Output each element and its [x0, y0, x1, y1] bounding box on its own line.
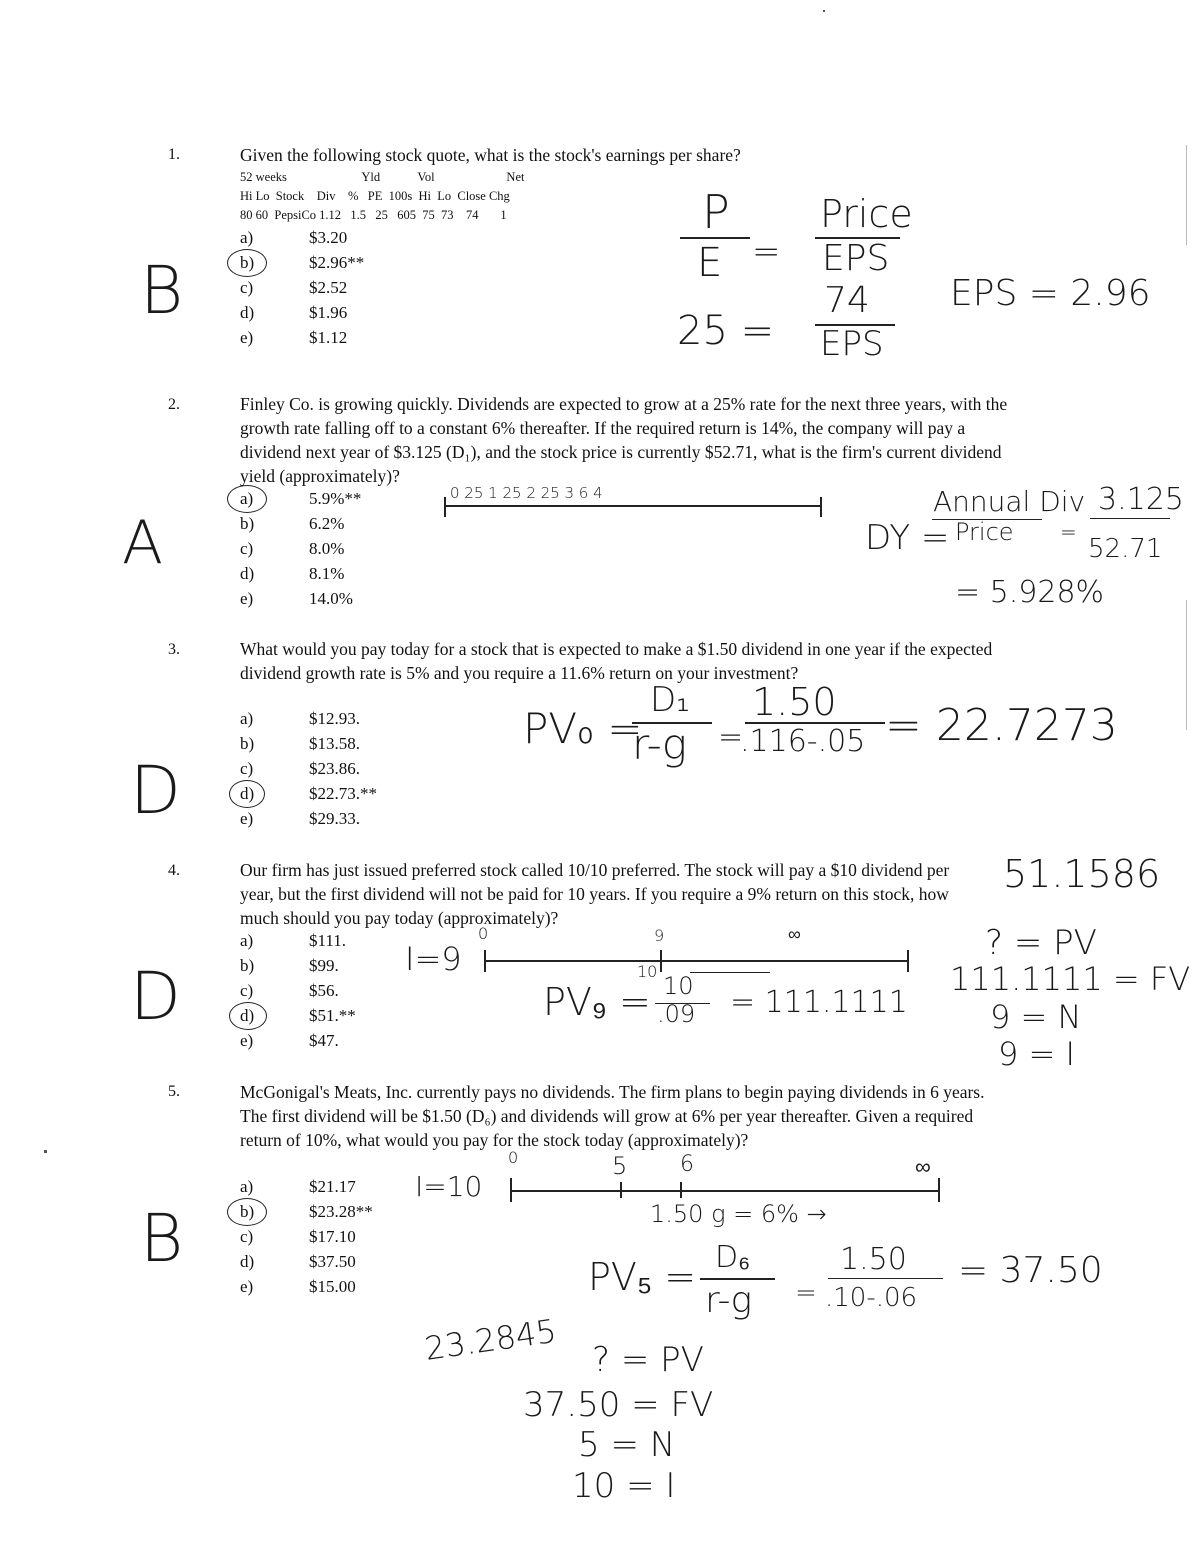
timeline-tick: [907, 950, 909, 972]
work-text: 1.50: [752, 680, 837, 724]
fraction-bar: [828, 1278, 943, 1279]
option-value: $111.: [309, 931, 346, 950]
option-value: 8.0%: [309, 539, 345, 558]
option-a[interactable]: [240, 709, 360, 734]
work-text: I=10: [415, 1170, 483, 1203]
option-a[interactable]: [240, 931, 346, 956]
answer-mark: D: [130, 752, 181, 829]
timeline-label: 9: [654, 926, 665, 945]
timeline-tick: [660, 950, 662, 972]
question-text: Finley Co. is growing quickly. Dividends are expected to grow at a 25% rate for the next three years, with the growth rate falling off to a constant 6% thereafter. If the required return is 14%, the company will pay a dividend next year of $3.125 (D₁), and the stock price is currently $52.71, what is the firm's current dividend yield (approximately)?: [240, 394, 1008, 486]
answer-circle: [229, 780, 265, 808]
question-number: 2.: [168, 396, 180, 413]
scan-speck: [823, 10, 825, 12]
option-value: $3.20: [309, 228, 348, 247]
option-value: 8.1%: [309, 564, 345, 583]
work-text: E: [697, 240, 723, 286]
option-letter: c): [240, 1227, 254, 1246]
option-letter: a): [240, 489, 254, 508]
work-text: 5 = N: [578, 1425, 676, 1465]
work-text: EPS = 2.96: [950, 273, 1151, 314]
scan-edge: [1186, 145, 1187, 245]
question-text: McGonigal's Meats, Inc. currently pays no dividends. The firm plans to begin paying dividends in 6 years. The first dividend will be $1.50 (D₆) and dividends will grow at 6% per year thereafter. Given a required return of 10%, what would you pay for the stock today (approximately)?: [240, 1082, 985, 1150]
work-text: = 5.928%: [955, 575, 1105, 610]
option-value: 14.0%: [309, 589, 353, 608]
work-text: 1.50: [840, 1242, 907, 1277]
quote-row: Hi Lo Stock Div % PE 100s Hi Lo Close Chg: [240, 189, 510, 203]
option-letter: a): [240, 228, 254, 247]
option-e[interactable]: [240, 1031, 339, 1056]
fraction-bar: [1090, 518, 1170, 519]
work-text: .09: [657, 1000, 696, 1028]
work-text: 37.50 = FV: [523, 1385, 714, 1425]
work-text: 74: [824, 280, 870, 321]
work-text: D₁: [650, 680, 690, 720]
option-letter: d): [240, 1006, 255, 1025]
work-text: I=9: [405, 940, 462, 978]
option-value: $2.96**: [309, 253, 365, 272]
options-list: [240, 489, 362, 614]
timeline-label: 0: [508, 1148, 519, 1167]
option-c[interactable]: [240, 539, 345, 564]
work-text: PV₅ =: [588, 1255, 697, 1299]
option-letter: d): [240, 564, 255, 583]
scan-edge: [1186, 600, 1187, 730]
timeline-label: 0: [478, 924, 489, 943]
answer-mark: B: [140, 1200, 184, 1277]
option-b[interactable]: [240, 253, 365, 278]
timeline-label: 6: [680, 1152, 694, 1177]
work-text: 10 = I: [572, 1466, 676, 1506]
work-text: 9 = N: [990, 998, 1082, 1036]
work-text: DY =: [865, 518, 950, 558]
options-list: [240, 709, 377, 834]
work-text: PV₉ =: [543, 980, 651, 1024]
fraction-bar: [680, 237, 750, 239]
timeline-tick: [484, 950, 486, 972]
timeline-tick: [680, 1182, 682, 1198]
question-text: What would you pay today for a stock that is expected to make a $1.50 dividend in one year if the expected dividend growth rate is 5% and you require a 11.6% return on your investment?: [240, 639, 993, 683]
option-e[interactable]: [240, 809, 360, 834]
work-text: = 22.7273: [885, 700, 1118, 751]
option-value: $51.**: [309, 1006, 356, 1025]
option-b[interactable]: [240, 514, 345, 539]
answer-circle: [227, 485, 267, 513]
timeline-tick: [938, 1178, 940, 1202]
work-text: D₆: [715, 1240, 751, 1275]
work-text: 25 =: [677, 308, 775, 354]
work-text: .116-.05: [740, 724, 866, 759]
work-text: .10-.06: [825, 1283, 918, 1313]
arrow-line: [690, 972, 770, 973]
timeline-label: ∞: [788, 924, 801, 945]
option-b[interactable]: [240, 1202, 373, 1227]
option-d[interactable]: [240, 564, 345, 589]
stock-quote: [240, 168, 525, 225]
option-c[interactable]: [240, 278, 348, 303]
work-text: = 111.1111: [730, 985, 908, 1020]
answer-circle: [227, 1198, 267, 1226]
option-d[interactable]: [240, 1006, 356, 1031]
option-letter: c): [240, 759, 254, 778]
work-text: 10: [663, 972, 694, 1000]
option-value: $99.: [309, 956, 339, 975]
work-text: EPS: [820, 324, 884, 364]
option-value: $23.28**: [309, 1202, 373, 1221]
work-text: =: [718, 720, 744, 755]
question-number: 5.: [168, 1083, 180, 1100]
work-text: 111.1111 = FV: [950, 960, 1191, 998]
timeline: [510, 1190, 940, 1192]
work-text: ? = PV: [592, 1340, 704, 1380]
timeline-tick: [820, 497, 822, 517]
option-b[interactable]: [240, 956, 339, 981]
option-value: $2.52: [309, 278, 348, 297]
option-value: $56.: [309, 981, 339, 1000]
option-value: $23.86.: [309, 759, 360, 778]
option-d[interactable]: [240, 784, 377, 809]
option-e[interactable]: [240, 1277, 356, 1302]
quote-row: 80 60 PepsiCo 1.12 1.5 25 605 75 73 74 1: [240, 208, 507, 222]
question-text: Our firm has just issued preferred stock called 10/10 preferred. The stock will pay a $10 dividend per year, but the first dividend will not be paid for 10 years. If you require a 9% return on this stock, how much should you pay today (approximately)?: [240, 860, 950, 928]
answer-mark: A: [122, 508, 164, 578]
work-text: =: [1060, 520, 1077, 544]
work-text: ? = PV: [985, 923, 1097, 963]
option-letter: b): [240, 734, 255, 753]
option-letter: a): [240, 1177, 254, 1196]
option-letter: b): [240, 514, 255, 533]
timeline-tick: [620, 1182, 622, 1198]
work-text: 51.1586: [1003, 852, 1161, 896]
answer-circle: [229, 1002, 267, 1030]
option-letter: a): [240, 931, 254, 950]
options-list: [240, 228, 365, 353]
option-value: $29.33.: [309, 809, 360, 828]
timeline-label: 5: [612, 1152, 628, 1180]
work-text: 23.2845: [422, 1311, 559, 1368]
scan-speck: [44, 1150, 47, 1153]
question-number: 1.: [168, 146, 180, 163]
option-value: $21.17: [309, 1177, 356, 1196]
option-letter: e): [240, 1031, 254, 1050]
option-value: 6.2%: [309, 514, 345, 533]
timeline-label: 10: [637, 962, 658, 981]
work-text: 9 = I: [998, 1035, 1075, 1073]
option-value: $15.00: [309, 1277, 356, 1296]
work-text: EPS: [822, 238, 890, 279]
option-letter: c): [240, 539, 254, 558]
work-text: 52.71: [1088, 534, 1163, 564]
options-list: [240, 1177, 373, 1302]
work-text: =: [795, 1278, 817, 1308]
option-letter: e): [240, 809, 254, 828]
option-a[interactable]: [240, 489, 362, 514]
option-letter: e): [240, 589, 254, 608]
option-c[interactable]: [240, 1227, 356, 1252]
answer-circle: [227, 249, 267, 277]
work-text: = 37.50: [958, 1250, 1103, 1291]
option-value: $22.73.**: [309, 784, 377, 803]
work-text: r-g: [632, 720, 687, 769]
option-letter: d): [240, 303, 255, 322]
option-letter: e): [240, 328, 254, 347]
timeline-label: ∞: [915, 1155, 931, 1180]
work-text: P: [702, 185, 730, 239]
answer-mark: B: [140, 252, 184, 329]
option-letter: b): [240, 1202, 255, 1221]
option-letter: d): [240, 1252, 255, 1271]
option-letter: a): [240, 709, 254, 728]
timeline: [444, 505, 822, 507]
option-value: $1.96: [309, 303, 348, 322]
option-value: $12.93.: [309, 709, 360, 728]
option-value: 5.9%**: [309, 489, 362, 508]
answer-mark: D: [130, 958, 181, 1035]
option-letter: b): [240, 253, 255, 272]
option-letter: e): [240, 1277, 254, 1296]
option-d[interactable]: [240, 1252, 356, 1277]
timeline-labels: 0 25 1 25 2 25 3 6 4: [450, 484, 603, 502]
option-letter: c): [240, 278, 254, 297]
option-letter: b): [240, 956, 255, 975]
timeline-tick: [510, 1178, 512, 1202]
options-list: [240, 931, 356, 1056]
option-letter: c): [240, 981, 254, 1000]
option-value: $1.12: [309, 328, 348, 347]
work-text: r-g: [705, 1280, 753, 1321]
work-text: Annual Div: [933, 485, 1086, 518]
quote-row: 52 weeks Yld Vol Net: [240, 170, 525, 184]
question-number: 4.: [168, 862, 180, 879]
option-value: $47.: [309, 1031, 339, 1050]
option-d[interactable]: [240, 303, 348, 328]
work-text: 1.50 g = 6% →: [650, 1200, 827, 1228]
option-value: $13.58.: [309, 734, 360, 753]
work-text: PV₀ =: [523, 704, 643, 753]
option-letter: d): [240, 784, 255, 803]
timeline-tick: [444, 497, 446, 517]
work-text: Price: [820, 192, 913, 236]
option-b[interactable]: [240, 734, 360, 759]
work-text: 3.125: [1098, 482, 1184, 517]
option-e[interactable]: [240, 589, 353, 614]
timeline: [484, 960, 909, 962]
option-value: $17.10: [309, 1227, 356, 1246]
option-value: $37.50: [309, 1252, 356, 1271]
question-text: Given the following stock quote, what is the stock's earnings per share?: [240, 145, 741, 165]
option-e[interactable]: [240, 328, 348, 353]
question-number: 3.: [168, 641, 180, 658]
work-text: Price: [955, 518, 1014, 546]
work-text: =: [752, 232, 781, 272]
